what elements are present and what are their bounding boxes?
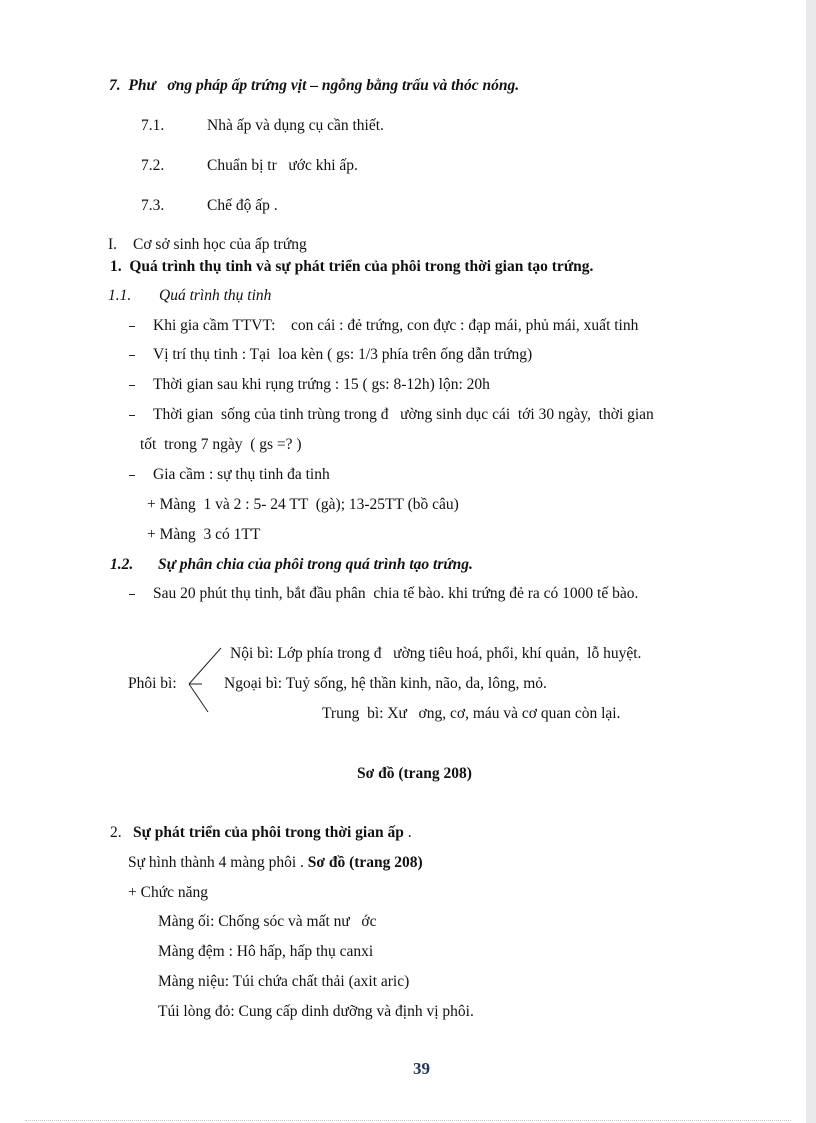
item-number: 7.1.	[141, 117, 165, 134]
bullet-dash	[129, 475, 135, 476]
page-edge-bar	[806, 0, 816, 1123]
function-item: Màng niệu: Túi chứa chất thải (axit aric)	[158, 973, 410, 990]
bullet-text: Thời gian sau khi rụng trứng : 15 ( gs: 8-12h) lộn: 20h	[153, 376, 490, 393]
bullet-continuation: tốt trong 7 ngày ( gs =? )	[140, 436, 302, 453]
bullet-text: Khi gia cầm TTVT: con cái : đẻ trứng, con đực : đạp mái, phủ mái, xuất tinh	[153, 317, 639, 334]
subheading-number: 1.1.	[108, 287, 132, 304]
bullet-dash	[129, 385, 135, 386]
item-text: Nhà ấp và dụng cụ cần thiết.	[207, 117, 384, 134]
bullet-dash	[129, 415, 135, 416]
heading-2	[133, 824, 412, 842]
item-number: 7.3.	[141, 197, 165, 214]
heading-2-number: 2.	[110, 824, 122, 841]
subheading-title: Sự phân chia của phôi trong quá trình tạo trứng.	[158, 556, 473, 573]
germ-layer-label: Phôi bì:	[128, 675, 177, 692]
subheading-number: 1.2.	[110, 556, 134, 573]
diagram-reference: Sơ đồ (trang 208)	[307, 854, 423, 871]
heading-2-tail: .	[403, 824, 412, 841]
sub-bullet-text: + Màng 3 có 1TT	[147, 526, 261, 543]
item-text: Chuẩn bị tr ước khi ấp.	[207, 157, 358, 174]
heading-1: 1. Quá trình thụ tinh và sự phát triển của phôi trong thời gian tạo trứng.	[110, 258, 594, 275]
item-text: Chế độ ấp .	[207, 197, 278, 214]
bullet-text: Thời gian sống của tinh trùng trong đ ường sinh dục cái tới 30 ngày, thời gian	[153, 406, 654, 423]
page-number: 39	[413, 1059, 430, 1078]
section-7-heading: 7. Phư ơng pháp ấp trứng vịt – ngỗng bằng trấu và thóc nóng.	[109, 77, 520, 94]
footer-rule	[25, 1120, 791, 1121]
item-number: 7.2.	[141, 157, 165, 174]
function-item: Màng ối: Chống sóc và mất nư ớc	[158, 913, 377, 930]
bullet-text: Gia cầm : sự thụ tinh đa tinh	[153, 466, 330, 483]
function-item: Túi lòng đỏ: Cung cấp dinh dưỡng và định vị phôi.	[158, 1003, 474, 1020]
part-title: Cơ sở sinh học của ấp trứng	[133, 236, 307, 253]
mesoderm-text: Trung bì: Xư ơng, cơ, máu và cơ quan còn lại.	[322, 705, 621, 722]
paragraph-text: Sự hình thành 4 màng phôi .	[128, 854, 308, 871]
branch-brace-icon	[186, 646, 226, 716]
bullet-dash	[129, 355, 135, 356]
bullet-dash	[129, 594, 135, 595]
part-number: I.	[108, 236, 118, 253]
bullet-text: Vị trí thụ tinh : Tại loa kèn ( gs: 1/3 phía trên ống dẫn trứng)	[153, 346, 533, 363]
bullet-dash	[129, 326, 135, 327]
sub-bullet-text: + Màng 1 và 2 : 5- 24 TT (gà); 13-25TT (bồ câu)	[147, 496, 459, 513]
subheading-title: Quá trình thụ tinh	[159, 287, 272, 304]
ectoderm-text: Ngoại bì: Tuỷ sống, hệ thần kinh, não, da, lông, mỏ.	[224, 675, 547, 692]
heading-2-title: Sự phát triển của phôi trong thời gian ấp	[133, 824, 404, 841]
endoderm-text: Nội bì: Lớp phía trong đ ường tiêu hoá, phổi, khí quản, lỗ huyệt.	[230, 645, 642, 662]
function-item: Màng đệm : Hô hấp, hấp thụ canxi	[158, 943, 374, 960]
bullet-text: Sau 20 phút thụ tinh, bắt đầu phân chia tế bào. khi trứng đẻ ra có 1000 tế bào.	[153, 585, 639, 602]
functions-heading: + Chức năng	[128, 884, 208, 901]
paragraph	[128, 854, 423, 872]
diagram-reference: Sơ đồ (trang 208)	[357, 765, 472, 782]
